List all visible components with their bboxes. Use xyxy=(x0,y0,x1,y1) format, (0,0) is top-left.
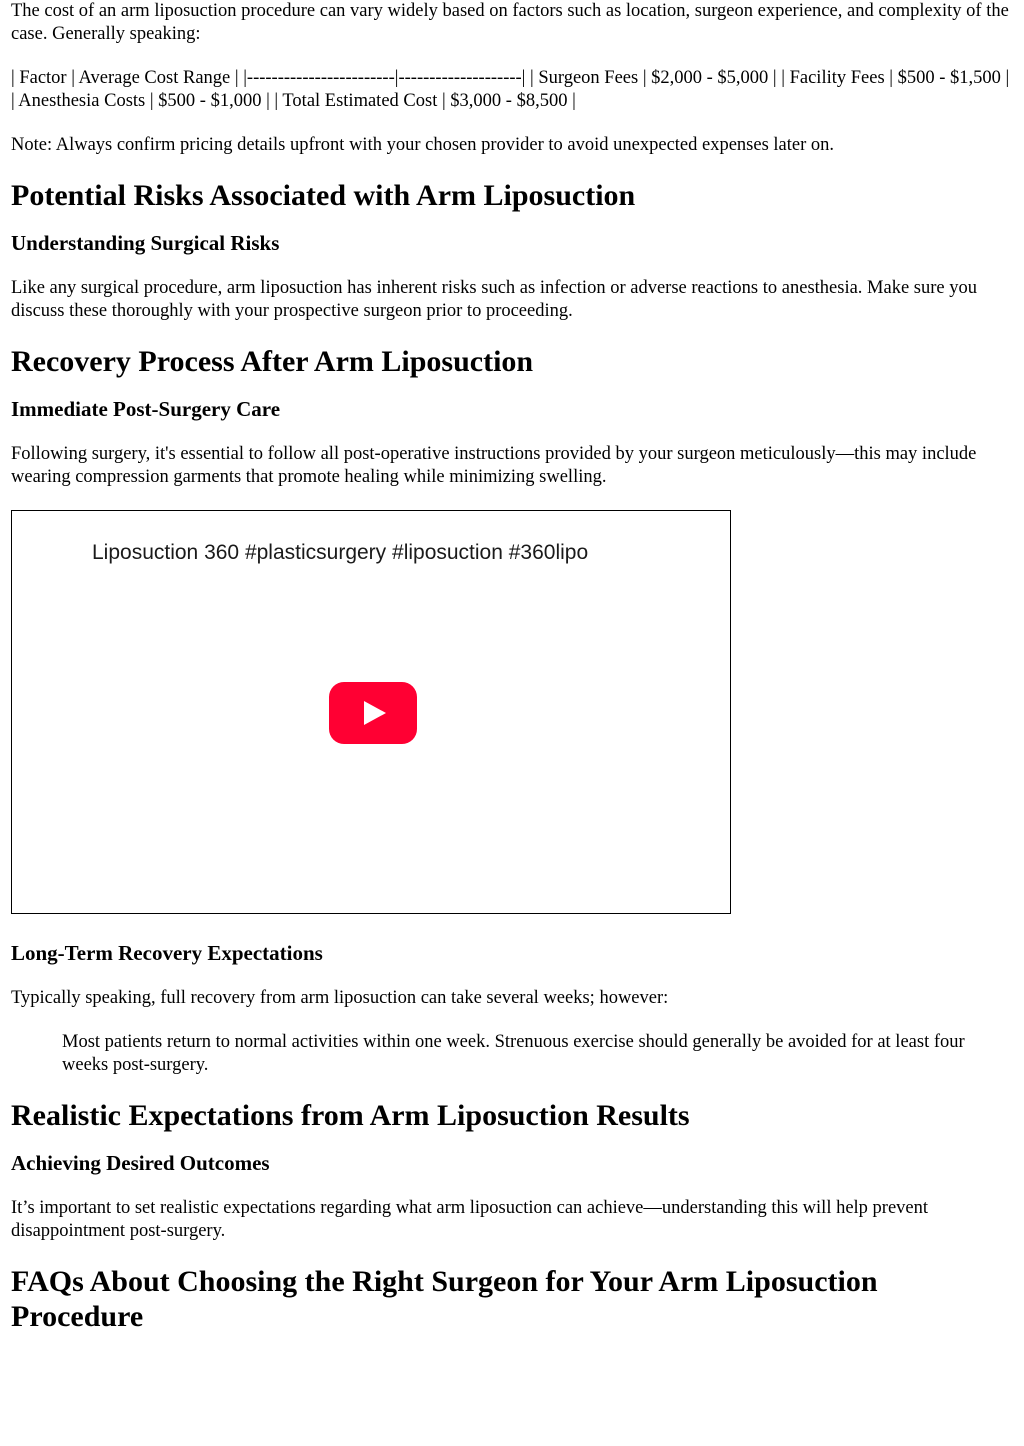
youtube-play-icon xyxy=(329,682,417,744)
video-title[interactable]: Liposuction 360 #plasticsurgery #liposuction #360lipo xyxy=(92,541,589,564)
long-term-subheading: Long-Term Recovery Expectations xyxy=(11,941,323,965)
expectations-subheading: Achieving Desired Outcomes xyxy=(11,1151,270,1175)
expectations-paragraph: It’s important to set realistic expectations regarding what arm liposuction can achieve—understanding this will help prevent disappointment post-surgery. xyxy=(11,1198,929,1241)
note-paragraph: Note: Always confirm pricing details upfront with your chosen provider to avoid unexpected expenses later on. xyxy=(11,135,835,155)
risks-heading: Potential Risks Associated with Arm Liposuction xyxy=(11,179,636,212)
video-embed[interactable] xyxy=(11,510,731,914)
risks-paragraph: Like any surgical procedure, arm liposuction has inherent risks such as infection or adverse reactions to anesthesia. Make sure you discuss these thoroughly with your prospective surgeon prior to proceeding. xyxy=(11,278,977,321)
expectations-heading: Realistic Expectations from Arm Liposuction Results xyxy=(11,1099,690,1132)
long-term-paragraph: Typically speaking, full recovery from arm liposuction can take several weeks; however: xyxy=(11,988,669,1008)
immediate-care-paragraph: Following surgery, it's essential to follow all post-operative instructions provided by your surgeon meticulously—this may include wearing compression garments that promote healing while minimizing swelling. xyxy=(11,444,977,487)
recovery-heading: Recovery Process After Arm Liposuction xyxy=(11,345,534,378)
play-button[interactable] xyxy=(329,682,417,744)
faqs-heading: FAQs About Choosing the Right Surgeon for Your Arm Liposuction Procedure xyxy=(11,1265,878,1333)
recovery-quote: Most patients return to normal activities within one week. Strenuous exercise should generally be avoided for at least four weeks post-surgery. xyxy=(62,1032,965,1075)
cost-table-text: | Factor | Average Cost Range | |------------------------|--------------------| | Surgeon Fees | $2,000 - $5,000 | | Facility Fees | $500 - $1,500 | | Anesthesia Costs | $500 - $1,000 | | Total Estimated Cost | $3,000 - $8,500 | xyxy=(11,68,1010,111)
intro-paragraph: The cost of an arm liposuction procedure can vary widely based on factors such as location, surgeon experience, and complexity of the case. Generally speaking: xyxy=(11,1,1009,44)
immediate-care-subheading: Immediate Post-Surgery Care xyxy=(11,397,281,421)
risks-subheading: Understanding Surgical Risks xyxy=(11,231,280,255)
